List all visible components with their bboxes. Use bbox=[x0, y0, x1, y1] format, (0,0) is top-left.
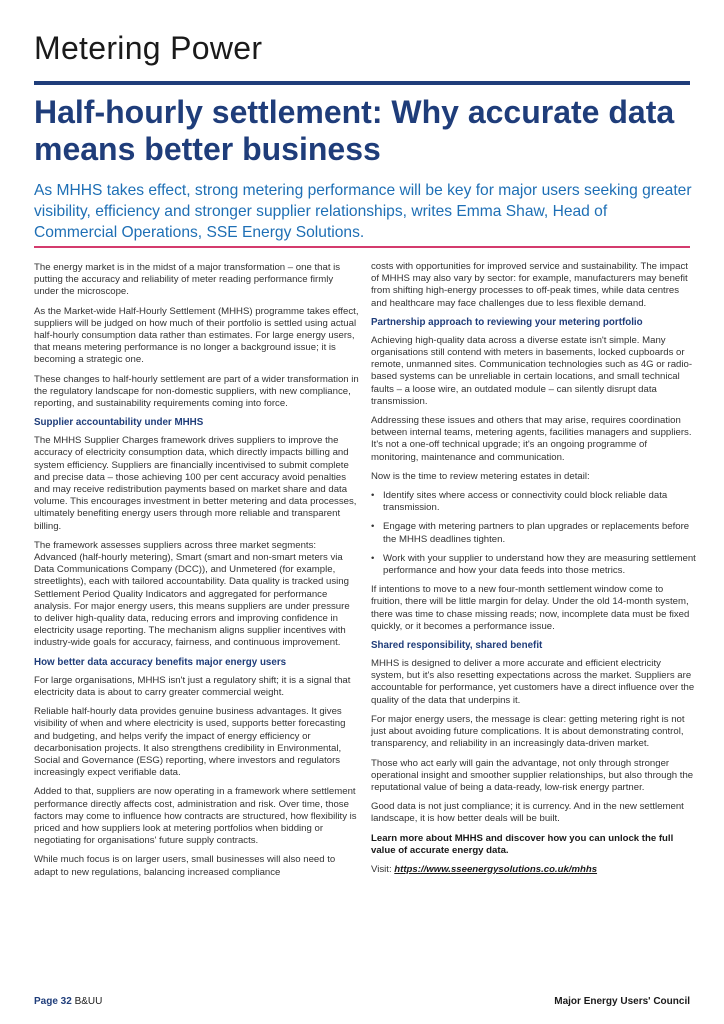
list-item-text: Work with your supplier to understand how they are measuring settlement performance and how your data feeds into those metrics. bbox=[383, 552, 696, 577]
bullet-icon: • bbox=[371, 521, 375, 533]
paragraph: As the Market-wide Half-Hourly Settlement (MHHS) programme takes effect, suppliers will be judged on how much of their portfolio is settled using actual half-hourly consumption data rather than estimates. For large energy users, that means metering performance is no longer a background issue; it is becoming a strategic one. bbox=[34, 305, 359, 366]
paragraph: MHHS is designed to deliver a more accurate and efficient electricity system, but it's also resetting expectations across the market. Suppliers are accountable for performance, yet customers have a direct influence over the quality of the data that underpins it. bbox=[371, 658, 695, 706]
paragraph: Added to that, suppliers are now operating in a framework where settlement performance directly affects cost, administration and risk. Over time, those factors may come to influence how contracts are structured, how flexibility is priced and how suppliers look at metering portfolios when bidding or negotiating for organisations' future supply contracts. bbox=[34, 786, 357, 847]
paragraph: costs with opportunities for improved service and sustainability. The impact of MHHS may also vary by sector: for example, manufacturers may benefit from shifting high-energy processes to off-peak times, while data centres and healthcare may face challenges due to less flexible demand. bbox=[371, 261, 688, 309]
paragraph: While much focus is on larger users, small businesses will also need to adapt to new regulations, balancing increased compliance bbox=[34, 854, 336, 878]
footer-organisation: Major Energy Users' Council bbox=[554, 996, 690, 1007]
subheading: How better data accuracy benefits major energy users bbox=[34, 656, 287, 668]
left-column bbox=[34, 262, 359, 886]
paragraph: The energy market is in the midst of a major transformation – one that is putting the accuracy and reliability of meter reading performance firmly under the microscope. bbox=[34, 262, 341, 298]
paragraph: Addressing these issues and others that may arise, requires coordination between internal teams, metering agents, facilities managers and suppliers. It's not a one-off technical upgrade; it's an ongoing programme of monitoring, maintenance and communication. bbox=[371, 415, 692, 463]
list-item bbox=[371, 553, 696, 577]
list-item-text: Identify sites where access or connectivity could block reliable data transmission. bbox=[383, 490, 668, 514]
bullet-list bbox=[371, 490, 696, 577]
page-number: Page 32 bbox=[34, 996, 72, 1007]
footer-page-info bbox=[34, 996, 102, 1007]
paragraph: Those who act early will gain the advantage, not only through stronger operational insight and smoother supplier relationships, but also through the reputational value of being a data-ready, low-risk energy partner. bbox=[371, 757, 694, 793]
website-link[interactable]: https://www.sseenergysolutions.co.uk/mhhs bbox=[394, 863, 598, 875]
call-to-action: Learn more about MHHS and discover how you can unlock the full value of accurate energy data. bbox=[371, 832, 674, 856]
bullet-icon: • bbox=[371, 552, 375, 564]
list-item bbox=[371, 490, 696, 514]
paragraph: These changes to half-hourly settlement are part of a wider transformation in the regulatory landscape for non-domestic suppliers, with new compliance, reporting, and sustainability requirements coming into force. bbox=[34, 373, 359, 410]
subheading: Partnership approach to reviewing your metering portfolio bbox=[371, 316, 643, 328]
right-column bbox=[371, 261, 696, 883]
list-item-text: Engage with metering partners to plan upgrades or replacements before the MHHS deadlines tighten. bbox=[383, 521, 690, 545]
paragraph: Good data is not just compliance; it is currency. And in the new settlement landscape, it is how better deals will be built. bbox=[371, 801, 684, 825]
list-item bbox=[371, 521, 696, 545]
visit-label: Visit: bbox=[371, 863, 392, 875]
paragraph: If intentions to move to a new four-month settlement window come to fruition, there will be little margin for delay. Under the old 14-month system, there was time to chase missing reads; now, incomplete data must be fixed quickly, or it becomes a performance issue. bbox=[371, 584, 690, 632]
article-headline: Half-hourly settlement: Why accurate data means better business bbox=[34, 94, 675, 167]
paragraph: Achieving high-quality data across a diverse estate isn't simple. Many organisations still contend with meters in basements, locked cupboards or remote, unmanned sites. Communication technologies such as 4G or radio-based systems can be unreliable in certain locations, and small technical faults – a loose wire, an outdated module – can silently disrupt data transmission. bbox=[371, 334, 693, 407]
paragraph: For major energy users, the message is clear: getting metering right is not just about avoiding future complications. It is about demonstrating control, transparency, and reliability in an increasingly data-driven market. bbox=[371, 713, 685, 750]
paragraph: For large organisations, MHHS isn't just a regulatory shift; it is a signal that electricity data is about to carry greater commercial weight. bbox=[34, 674, 351, 698]
section-title: Metering Power bbox=[34, 30, 263, 66]
subheading: Supplier accountability under MHHS bbox=[34, 417, 204, 429]
publication-name: B&UU bbox=[74, 996, 103, 1007]
paragraph: The MHHS Supplier Charges framework drives suppliers to improve the accuracy of electricity consumption data, which directly impacts billing and system efficiency. Suppliers are financially incentivised to submit complete and precise data – those achieving 100 per cent accuracy avoid penalties and may receive redistribution payments based on market share and data volume. This encourages investment in better metering and data processes, ultimately benefiting energy users through more reliable and transparent billing. bbox=[34, 435, 357, 532]
article-standfirst: As MHHS takes effect, strong metering performance will be key for major users seeking greater visibility, efficiency and stronger supplier relationships, writes Emma Shaw, Head of Commercial Operations, SSE Energy Solutions. bbox=[34, 182, 692, 241]
bullet-icon: • bbox=[371, 490, 375, 502]
header-rule bbox=[34, 81, 690, 85]
paragraph: Now is the time to review metering estates in detail: bbox=[371, 470, 590, 482]
subheading: Shared responsibility, shared benefit bbox=[371, 640, 543, 652]
standfirst-rule bbox=[34, 246, 690, 248]
visit-line bbox=[371, 864, 696, 876]
paragraph: Reliable half-hourly data provides genuine business advantages. It gives visibility of when and where electricity is used, supports better forecasting and budgeting, and helps verify the impact of energy efficiency or decarbonisation projects. It also strengthens credibility in Environmental, Social and Governance (ESG) reporting, where investors and regulators increasingly expect verifiable data. bbox=[34, 706, 346, 779]
paragraph: The framework assesses suppliers across three market segments: Advanced (half-hourly metering), Smart (smart and non-smart meters via Data Communications Company (DCC)), and Unmetered (for example, streetlights), each with tailored accountability. Data quality is tracked using Settlement Period Quality Indicators and aggregated for performance analysis. For major energy users, this means suppliers are under pressure to deliver high-quality data, reducing errors and improving confidence in electricity usage reporting. The mechanism aligns supplier incentives with industry-wide goals for accuracy, fairness, and continuous improvement. bbox=[34, 539, 350, 649]
